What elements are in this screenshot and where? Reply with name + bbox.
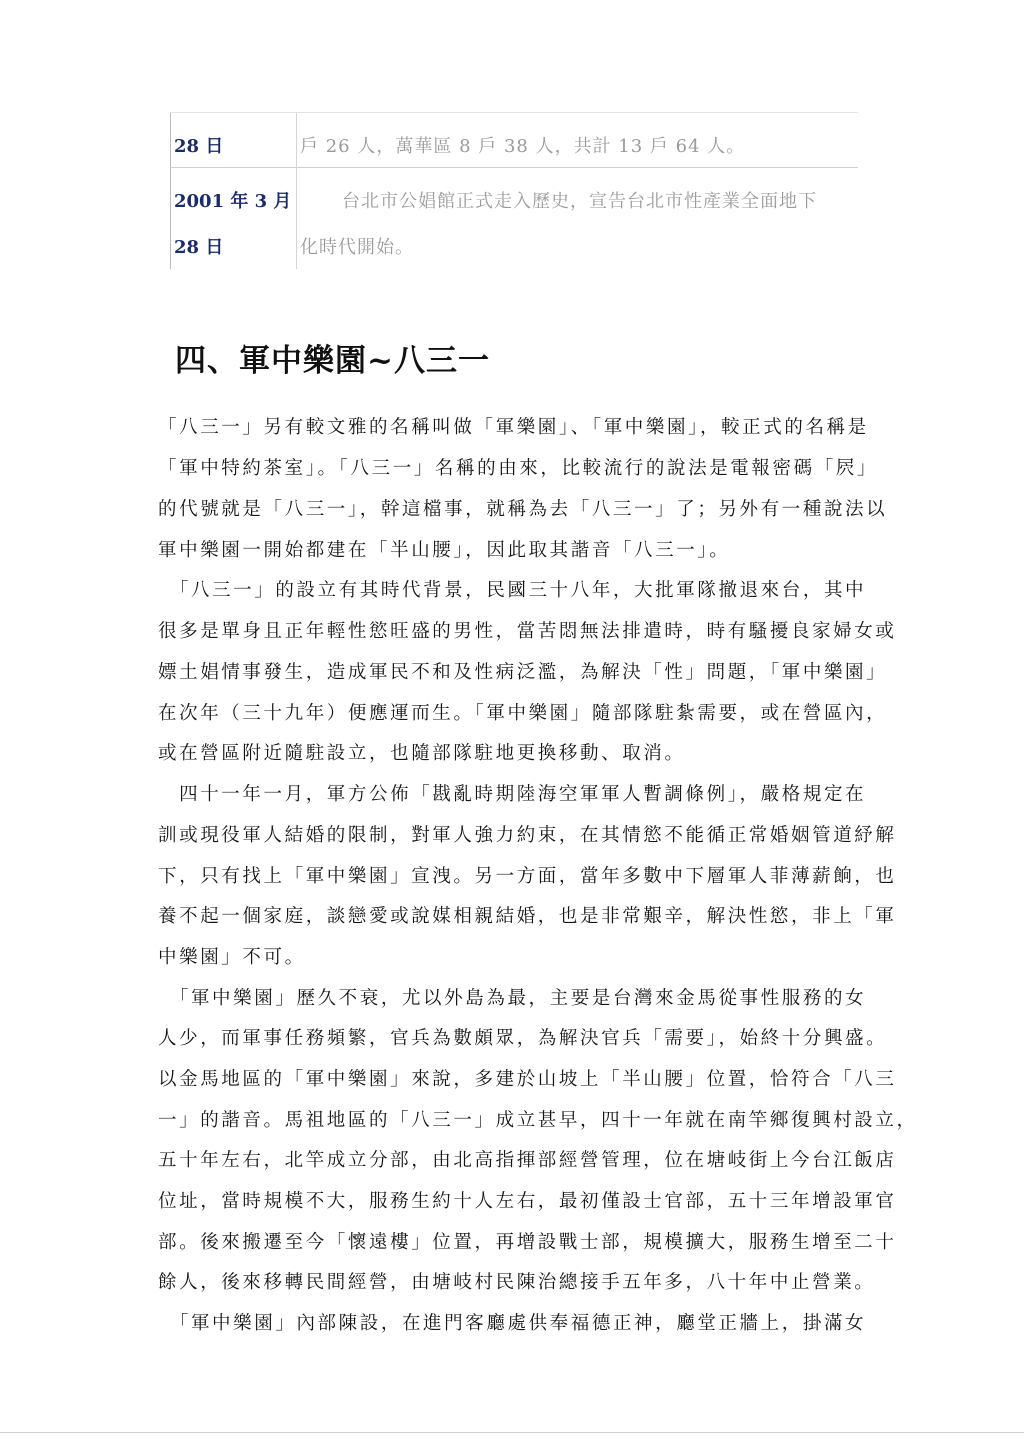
body-line: 位址，當時規模不大，服務生約十人左右，最初僅設士官部，五十三年增設軍官 xyxy=(158,1191,897,1212)
body-line: 一」的諧音。馬祖地區的「八三一」成立甚早，四十一年就在南竿鄉復興村設立， xyxy=(158,1110,918,1131)
body-line: 「軍中樂園」歷久不衰，尤以外島為最，主要是台灣來金馬從事性服務的女 xyxy=(158,988,867,1009)
body-line: 養不起一個家庭，談戀愛或說媒相親結婚，也是非常艱辛，解決性慾，非上「軍 xyxy=(158,906,897,927)
body-line: 「八三一」的設立有其時代背景，民國三十八年，大批軍隊撤退來台，其中 xyxy=(158,580,867,601)
body-line: 「八三一」另有較文雅的名稱叫做「軍樂園」、「軍中樂園」，較正式的名稱是 xyxy=(158,417,869,438)
table-row-divider xyxy=(170,167,858,168)
body-line: 很多是單身且正年輕性慾旺盛的男性，當苦悶無法排遣時，時有騷擾良家婦女或 xyxy=(158,621,897,642)
body-line: 嫖土娼情事發生，造成軍民不和及性病泛濫，為解決「性」問題，「軍中樂園」 xyxy=(158,662,888,683)
table-row1-desc: 戶 26 人，萬華區 8 戶 38 人，共計 13 戶 64 人。 xyxy=(300,136,746,157)
body-line: 「軍中特約茶室」。「八三一」名稱的由來，比較流行的說法是電報密碼「屄」 xyxy=(158,458,879,479)
body-line: 下，只有找上「軍中樂園」宣洩。另一方面，當年多數中下層軍人菲薄薪餉，也 xyxy=(158,866,897,887)
table-row2-desc-line1: 台北市公娼館正式走入歷史，宣告台北市性產業全面地下 xyxy=(342,191,817,212)
body-line: 餘人，後來移轉民間經營，由塘岐村民陳治總接手五年多，八十年中止營業。 xyxy=(158,1272,876,1293)
table-border-top xyxy=(170,112,858,113)
body-line: 或在營區附近隨駐設立，也隨部隊駐地更換移動、取消。 xyxy=(158,743,686,764)
table-row2-desc-line2: 化時代開始。 xyxy=(300,237,414,258)
body-line: 五十年左右，北竿成立分部，由北高指揮部經營管理，位在塘岐街上今台江飯店 xyxy=(158,1150,897,1171)
timeline-table-fragment xyxy=(170,112,858,269)
table-row2-date-line1: 2001 年 3 月 xyxy=(174,191,292,212)
body-line: 訓或現役軍人結婚的限制，對軍人強力約束，在其情慾不能循正常婚姻管道紓解 xyxy=(158,825,897,846)
body-line: 人少，而軍事任務頻繁，官兵為數頗眾，為解決官兵「需要」，始終十分興盛。 xyxy=(158,1028,888,1049)
body-line: 在次年（三十九年）便應運而生。「軍中樂園」隨部隊駐紮需要，或在營區內， xyxy=(158,703,888,724)
body-line: 中樂園」不可。 xyxy=(158,947,306,968)
table-row1-date: 28 日 xyxy=(174,136,224,157)
body-line: 「軍中樂園」內部陳設，在進門客廳處供奉福德正神，廳堂正牆上，掛滿女 xyxy=(158,1313,867,1334)
body-line: 軍中樂園一開始都建在「半山腰」，因此取其諧音「八三一」。 xyxy=(158,540,731,561)
page-bottom-edge xyxy=(0,1432,1024,1433)
body-line: 的代號就是「八三一」，幹這檔事，就稱為去「八三一」了；另外有一種說法以 xyxy=(158,499,888,520)
table-row2-date-line2: 28 日 xyxy=(174,237,224,258)
table-border-left xyxy=(170,112,171,269)
table-column-divider xyxy=(296,112,297,269)
section-heading: 四、軍中樂園~八三一 xyxy=(175,343,490,379)
body-line: 部。後來搬遷至今「懷遠樓」位置，再增設戰士部，規模擴大，服務生增至二十 xyxy=(158,1232,897,1253)
body-line: 四十一年一月，軍方公佈「戡亂時期陸海空軍軍人暫調條例」，嚴格規定在 xyxy=(158,784,867,805)
body-line: 以金馬地區的「軍中樂園」來說，多建於山坡上「半山腰」位置，恰符合「八三 xyxy=(158,1069,897,1090)
